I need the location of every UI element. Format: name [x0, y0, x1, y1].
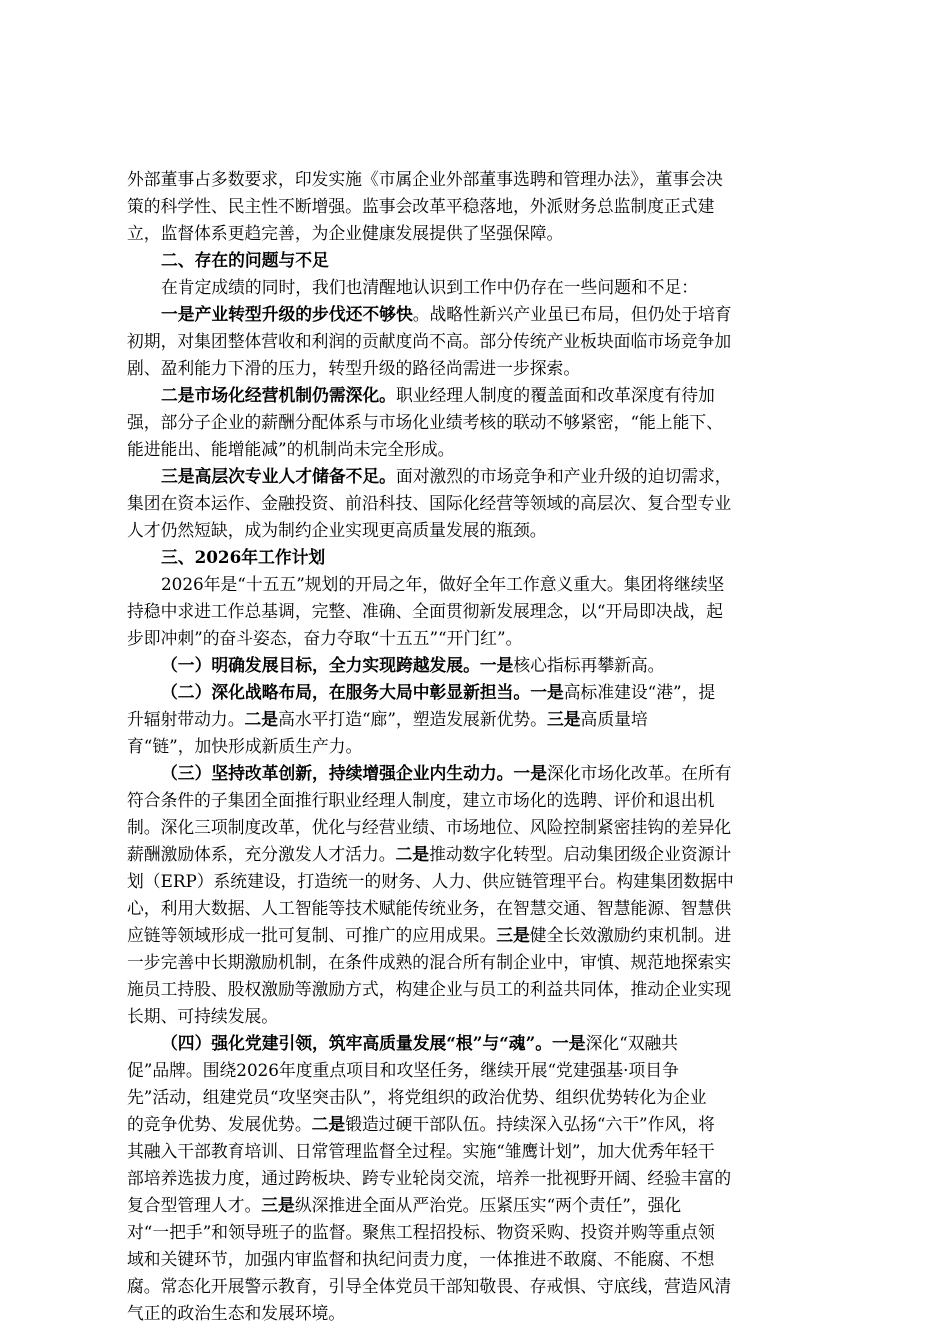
text-run: 心，利用大数据、人工智能等技术赋能传统业务，在智慧交通、智慧能源、智慧供 [127, 898, 732, 918]
text-run: 外部董事占多数要求，印发实施《市属企业外部董事选聘和管理办法》，董事会决 [127, 169, 723, 189]
text-line [127, 679, 822, 706]
bold-text-run: 二是 [244, 709, 279, 729]
bold-text-run: （一）明确发展目标，全力实现跨越发展。一是 [161, 655, 514, 675]
text-line [127, 841, 822, 868]
text-line [127, 598, 822, 625]
text-run: 其融入干部教育培训、日常管理监督全过程。实施“雏鹰计划”，加大优秀年轻干 [127, 1141, 715, 1161]
text-line [127, 814, 822, 841]
text-line [127, 976, 822, 1003]
text-run: 部培养选拔力度，通过跨板块、跨专业轮岗交流，培养一批视野开阔、经验丰富的 [127, 1168, 732, 1188]
bold-text-run: （四）强化党建引领，筑牢高质量发展“根”与“魂”。一是 [161, 1033, 586, 1053]
text-run: 策的科学性、民主性不断增强。监事会改革平稳落地，外派财务总监制度正式建 [127, 196, 715, 216]
text-line [127, 868, 822, 895]
text-line [127, 490, 822, 517]
text-run: 促”品牌。围绕2026年度重点项目和攻坚任务，继续开展“党建强基·项目争 [127, 1060, 679, 1080]
text-line [127, 1003, 822, 1030]
text-run: 高水平打造“廊”，塑造发展新优势。 [278, 709, 547, 729]
text-run: 划（ERP）系统建设，打造统一的财务、人力、供应链管理平台。构建集团数据中 [127, 871, 734, 891]
bold-text-run: 二是 [395, 844, 430, 864]
text-run: 面对激烈的市场竞争和产业升级的迫切需求， [395, 466, 732, 486]
document-body [127, 166, 822, 1327]
text-line [127, 1084, 822, 1111]
text-run: 步即冲刺”的奋斗姿态，奋力夺取“十五五”“开门红”。 [127, 628, 523, 648]
text-run: 剧、盈利能力下滑的压力，转型升级的路径尚需进一步探索。 [127, 358, 581, 378]
text-run: 持稳中求进工作总基调，完整、准确、全面贯彻新发展理念，以“开局即决战，起 [127, 601, 723, 621]
text-run: 复合型管理人才。 [127, 1195, 262, 1215]
text-run: 立，监督体系更趋完善，为企业健康发展提供了坚强保障。 [127, 223, 564, 243]
text-run: 一步完善中长期激励机制，在条件成熟的混合所有制企业中，审慎、规范地探索实 [127, 952, 732, 972]
text-run: 在肯定成绩的同时，我们也清醒地认识到工作中仍存在一些问题和不足： [161, 277, 699, 297]
text-line [127, 301, 822, 328]
text-line [127, 1057, 822, 1084]
bold-text-run: 二是市场化经营机制仍需深化。 [161, 385, 396, 405]
text-run: 锻造过硬干部队伍。持续深入弘扬“六干”作风，将 [345, 1114, 715, 1134]
text-run: 对“一把手”和领导班子的监督。聚焦工程招投标、物资采购、投资并购等重点领 [127, 1222, 715, 1242]
text-line [127, 571, 822, 598]
bold-text-run: 三是 [496, 925, 530, 945]
text-run: 符合条件的子集团全面推行职业经理人制度，建立市场化的选聘、评价和退出机 [127, 790, 715, 810]
text-run: 气正的政治生态和发展环境。 [127, 1303, 346, 1323]
text-line [127, 247, 822, 274]
text-line [127, 733, 822, 760]
text-run: 。战略性新兴产业虽已布局，但仍处于培育 [412, 304, 732, 324]
text-line [127, 1192, 822, 1219]
text-line [127, 382, 822, 409]
text-line [127, 1138, 822, 1165]
bold-text-run: 三是高层次专业人才储备不足。 [161, 466, 396, 486]
text-run: 薪酬激励体系，充分激发人才活力。 [127, 844, 396, 864]
text-line [127, 220, 822, 247]
bold-text-run: （三）坚持改革创新，持续增强企业内生动力。一是 [161, 763, 547, 783]
text-run: 育“链”，加快形成新质生产力。 [127, 736, 363, 756]
text-run: 核心指标再攀新高。 [513, 655, 665, 675]
text-run: 人才仍然短缺，成为制约企业实现更高质量发展的瓶颈。 [127, 520, 547, 540]
text-run: 强，部分子企业的薪酬分配体系与市场化业绩考核的联动不够紧密，“能上能下、 [127, 412, 723, 432]
text-line [127, 1300, 822, 1327]
text-run: 高质量培 [580, 709, 648, 729]
text-line [127, 544, 822, 571]
bold-text-run: （二）深化战略布局，在服务大局中彰显新担当。一是 [161, 682, 564, 702]
text-line [127, 1273, 822, 1300]
text-run: 施员工持股、股权激励等激励方式，构建企业与员工的利益共同体，推动企业实现 [127, 979, 732, 999]
text-line [127, 625, 822, 652]
text-run: 初期，对集团整体营收和利润的贡献度尚不高。部分传统产业板块面临市场竞争加 [127, 331, 732, 351]
bold-text-run: 二是 [311, 1114, 346, 1134]
text-run: 深化市场化改革。在所有 [546, 763, 732, 783]
bold-text-run: 三是 [261, 1195, 295, 1215]
bold-text-run: 二、存在的问题与不足 [161, 250, 329, 270]
text-run: 腐。常态化开展警示教育，引导全体党员干部知敬畏、存戒惧、守底线，营造风清 [127, 1276, 732, 1296]
bold-text-run: 三、2026年工作计划 [161, 547, 326, 567]
text-line [127, 355, 822, 382]
text-line [127, 409, 822, 436]
text-line [127, 1111, 822, 1138]
text-line [127, 463, 822, 490]
text-run: 深化“双融共 [585, 1033, 679, 1053]
text-line [127, 949, 822, 976]
text-line [127, 274, 822, 301]
text-run: 职业经理人制度的覆盖面和改革深度有待加 [395, 385, 715, 405]
text-line [127, 706, 822, 733]
text-line [127, 652, 822, 679]
text-run: 的竞争优势、发展优势。 [127, 1114, 312, 1134]
text-run: 应链等领域形成一批可复制、可推广的应用成果。 [127, 925, 497, 945]
text-line [127, 787, 822, 814]
text-line [127, 517, 822, 544]
text-line [127, 193, 822, 220]
bold-text-run: 一是产业转型升级的步伐还不够快 [161, 304, 413, 324]
text-run: 推动数字化转型。启动集团级企业资源计 [429, 844, 732, 864]
text-run: 制。深化三项制度改革，优化与经营业绩、市场地位、风险控制紧密挂钩的差异化 [127, 817, 732, 837]
text-run: 长期、可持续发展。 [127, 1006, 279, 1026]
text-line [127, 1030, 822, 1057]
text-run: 纵深推进全面从严治党。压紧压实“两个责任”，强化 [294, 1195, 682, 1215]
text-line [127, 328, 822, 355]
text-line [127, 1219, 822, 1246]
text-run: 升辐射带动力。 [127, 709, 245, 729]
text-line [127, 1246, 822, 1273]
text-run: 2026年是“十五五”规划的开局之年，做好全年工作意义重大。集团将继续坚 [161, 574, 725, 594]
text-line [127, 436, 822, 463]
text-run: 域和关键环节，加强内审监督和执纪问责力度，一体推进不敢腐、不能腐、不想 [127, 1249, 715, 1269]
text-run: 集团在资本运作、金融投资、前沿科技、国际化经营等领域的高层次、复合型专业 [127, 493, 732, 513]
text-line [127, 1165, 822, 1192]
bold-text-run: 三是 [546, 709, 581, 729]
text-line [127, 760, 822, 787]
text-line [127, 895, 822, 922]
text-run: 健全长效激励约束机制。进 [529, 925, 732, 945]
text-run: 先”活动，组建党员“攻坚突击队”，将党组织的政治优势、组织优势转化为企业 [127, 1087, 707, 1107]
text-line [127, 922, 822, 949]
text-line [127, 166, 822, 193]
text-run: 高标准建设“港”，提 [563, 682, 716, 702]
text-run: 能进能出、能增能减”的机制尚未完全形成。 [127, 439, 455, 459]
